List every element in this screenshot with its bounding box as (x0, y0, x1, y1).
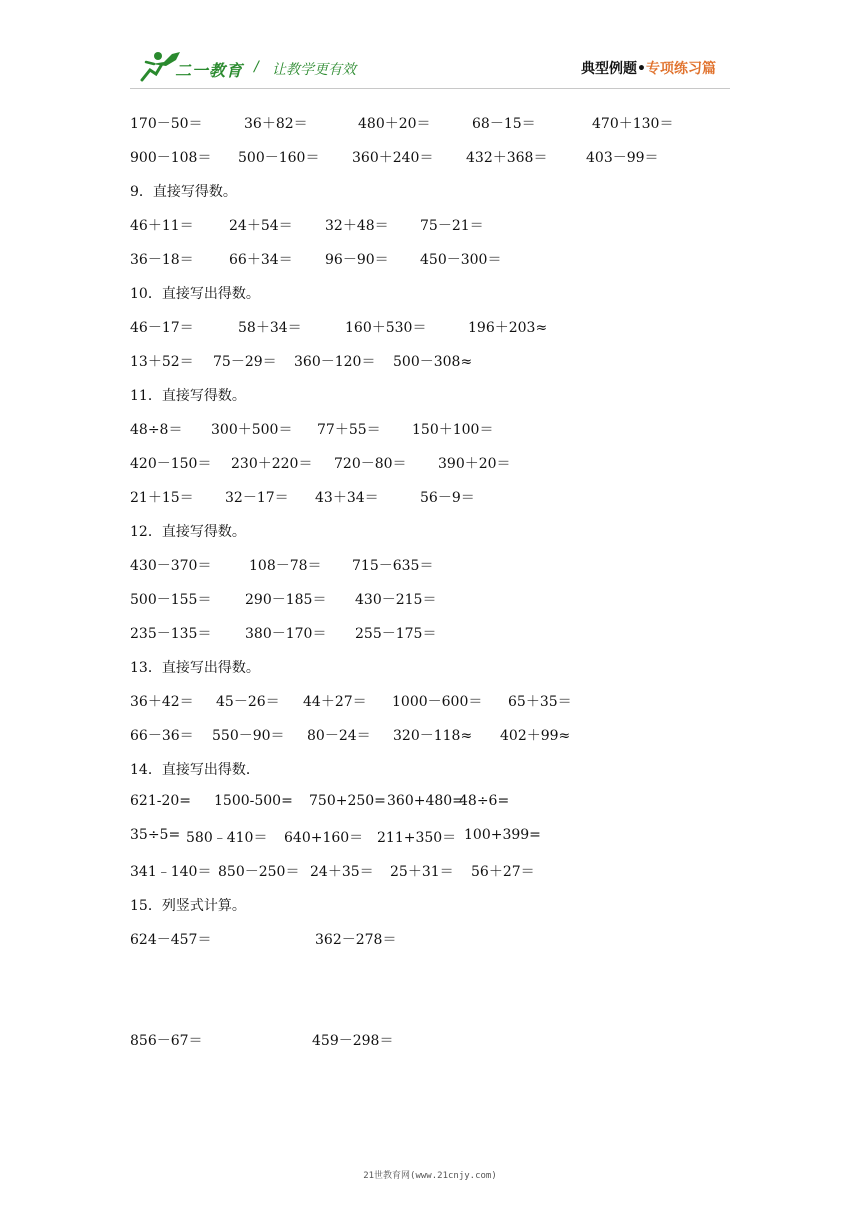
arithmetic-problem: 80－24＝ (307, 728, 371, 744)
arithmetic-problem: 380－170＝ (245, 626, 327, 642)
arithmetic-problem: 850－250＝ (218, 864, 300, 880)
arithmetic-problem: 360+480= (387, 793, 464, 809)
arithmetic-problem: 48÷8＝ (130, 422, 183, 438)
arithmetic-problem: 44＋27＝ (303, 694, 367, 710)
arithmetic-problem: 36＋42＝ (130, 694, 194, 710)
header-category-sub: 专项练习篇 (646, 61, 716, 77)
arithmetic-problem: 75－29＝ (213, 354, 277, 370)
arithmetic-problem: 36－18＝ (130, 252, 194, 268)
header-separator: / (254, 59, 259, 75)
arithmetic-problem: 230＋220＝ (231, 456, 313, 472)
arithmetic-problem: 430－215＝ (355, 592, 437, 608)
arithmetic-problem: 196＋203≈ (468, 320, 548, 336)
arithmetic-problem: 46－17＝ (130, 320, 194, 336)
arithmetic-problem: 150＋100＝ (412, 422, 494, 438)
arithmetic-problem: 160＋530＝ (345, 320, 427, 336)
question-title: 15．列竖式计算。 (130, 898, 246, 914)
header-category (581, 58, 716, 78)
arithmetic-problem: 430－370＝ (130, 558, 212, 574)
arithmetic-problem: 432＋368＝ (466, 150, 548, 166)
arithmetic-problem: 56－9＝ (420, 490, 475, 506)
arithmetic-problem: 750+250= (309, 793, 386, 809)
arithmetic-problem: 235－135＝ (130, 626, 212, 642)
arithmetic-problem: 24＋35＝ (310, 864, 374, 880)
arithmetic-problem: 341﹣140＝ (130, 864, 212, 880)
arithmetic-problem: 32－17＝ (225, 490, 289, 506)
arithmetic-problem: 24＋54＝ (229, 218, 293, 234)
question-title: 11．直接写得数。 (130, 388, 246, 404)
arithmetic-problem: 290－185＝ (245, 592, 327, 608)
arithmetic-problem: 25＋31＝ (390, 864, 454, 880)
arithmetic-problem: 621-20= (130, 793, 191, 809)
arithmetic-problem: 1000－600＝ (392, 694, 483, 710)
arithmetic-problem: 320－118≈ (393, 728, 473, 744)
arithmetic-problem: 470＋130＝ (592, 116, 674, 132)
brand-name: 二一教育 (175, 61, 244, 80)
brand-slogan: 让教学更有效 (272, 62, 356, 78)
arithmetic-problem: 580﹣410＝ (186, 830, 268, 846)
arithmetic-problem: 68－15＝ (472, 116, 536, 132)
arithmetic-problem: 550－90＝ (212, 728, 285, 744)
arithmetic-problem: 43＋34＝ (315, 490, 379, 506)
arithmetic-problem: 56＋27＝ (471, 864, 535, 880)
question-title: 12．直接写得数。 (130, 524, 246, 540)
arithmetic-problem: 21＋15＝ (130, 490, 194, 506)
arithmetic-problem: 211+350＝ (377, 830, 457, 846)
question-title: 10．直接写出得数。 (130, 286, 260, 302)
question-title: 14．直接写出得数． (130, 762, 260, 778)
arithmetic-problem: 450－300＝ (420, 252, 502, 268)
page-header (0, 0, 860, 100)
arithmetic-problem: 13＋52＝ (130, 354, 194, 370)
arithmetic-problem: 108－78＝ (249, 558, 322, 574)
question-title: 13．直接写出得数。 (130, 660, 260, 676)
arithmetic-problem: 66－36＝ (130, 728, 194, 744)
arithmetic-problem: 170－50＝ (130, 116, 203, 132)
arithmetic-problem: 403－99＝ (586, 150, 659, 166)
arithmetic-problem: 720－80＝ (334, 456, 407, 472)
arithmetic-problem: 362－278＝ (315, 932, 397, 948)
arithmetic-problem: 300＋500＝ (211, 422, 293, 438)
arithmetic-problem: 65＋35＝ (508, 694, 572, 710)
header-category-main: 典型例题• (581, 61, 646, 77)
arithmetic-problem: 402＋99≈ (500, 728, 571, 744)
arithmetic-problem: 48÷6= (459, 793, 510, 809)
arithmetic-problem: 45－26＝ (216, 694, 280, 710)
arithmetic-problem: 36＋82＝ (244, 116, 308, 132)
arithmetic-problem: 100+399= (464, 827, 541, 843)
arithmetic-problem: 35÷5= (130, 827, 181, 843)
question-title: 9．直接写得数。 (130, 184, 237, 200)
arithmetic-problem: 46＋11＝ (130, 218, 194, 234)
arithmetic-problem: 640+160＝ (284, 830, 364, 846)
arithmetic-problem: 624－457＝ (130, 932, 212, 948)
arithmetic-problem: 420－150＝ (130, 456, 212, 472)
arithmetic-problem: 360＋240＝ (352, 150, 434, 166)
arithmetic-problem: 500－308≈ (393, 354, 473, 370)
arithmetic-problem: 1500-500= (214, 793, 293, 809)
arithmetic-problem: 715－635＝ (352, 558, 434, 574)
arithmetic-problem: 500－160＝ (238, 150, 320, 166)
arithmetic-problem: 480＋20＝ (358, 116, 431, 132)
arithmetic-problem: 96－90＝ (325, 252, 389, 268)
arithmetic-problem: 32＋48＝ (325, 218, 389, 234)
arithmetic-problem: 255－175＝ (355, 626, 437, 642)
arithmetic-problem: 459－298＝ (312, 1033, 394, 1049)
arithmetic-problem: 77＋55＝ (317, 422, 381, 438)
arithmetic-problem: 360－120＝ (294, 354, 376, 370)
arithmetic-problem: 390＋20＝ (438, 456, 511, 472)
arithmetic-problem: 856－67＝ (130, 1033, 203, 1049)
arithmetic-problem: 66＋34＝ (229, 252, 293, 268)
page-footer: 21世教育网(www.21cnjy.com) (363, 1171, 497, 1181)
arithmetic-problem: 75－21＝ (420, 218, 484, 234)
arithmetic-problem: 58＋34＝ (238, 320, 302, 336)
arithmetic-problem: 900－108＝ (130, 150, 212, 166)
arithmetic-problem: 500－155＝ (130, 592, 212, 608)
header-divider (130, 88, 730, 89)
